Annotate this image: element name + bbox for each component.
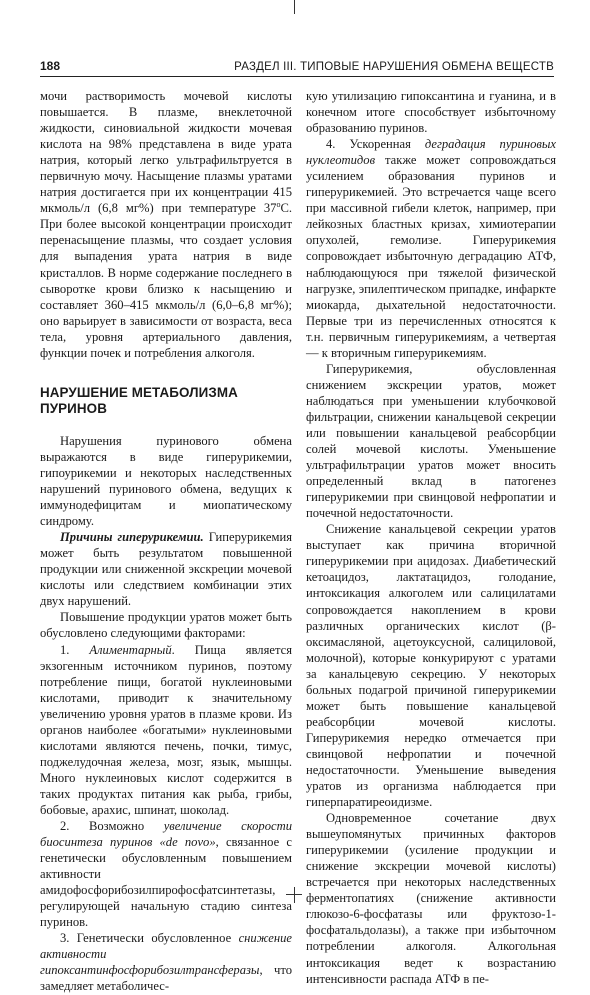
crop-mark-bottom [294, 887, 295, 903]
running-header [40, 56, 554, 77]
right-column [306, 88, 556, 987]
page-number: 188 [40, 59, 61, 73]
paragraph: Причины гиперурикемии. Гиперурикемия может быть результатом повышенной продукции или сниженной экскреции мочевой кислоты или следствием комбинации этих двух нарушений. [40, 530, 292, 609]
paragraph: мочи растворимость мочевой кислоты повышается. В плазме, внеклеточной жидкости, синовиальной жидкости мочевая кислота на 98% представлена в виде урата натрия, который легко ультрафильтруется в первичную мочу. Насыщение плазмы уратами натрия достигается при их концентрации 415 мкмоль/л (6,8 мг%) при температуре $37^оС$. При более высокой концентрации происходит перенасыщение плазмы, что создает условия для выпадения урата натрия в виде кристаллов. В норме содержание последнего в сыворотке крови близко к насыщению и составляет 360–415 мкмоль/л (6,0–6,8 мг%); оно варьирует в зависимости от возраста, веса тела, уровня артериального давления, функции почек и потребления алкоголя. [40, 89, 292, 360]
list-item: 3. Генетически обусловленное снижение активности гипоксантинфосфорибозилтрансферазы, что замедляет метаболичес- [40, 931, 292, 994]
list-item: 1. Алиментарный. Пища является экзогенным источником пуринов, поэтому потребление пищи, богатой нуклеиновыми кислотами, приводит к значительному увеличению уровня уратов в плазме крови. Из органов наиболее «богатыми» нуклеиновыми кислотами являются печень, почки, тимус, поджелудочная железа, мозг, язык, мышцы. Много нуклеиновых кислот содержится в таких продуктах питания как рыба, грибы, бобовые, арахис, шпинат, шоколад. [40, 642, 292, 817]
paragraph: Повышение продукции уратов может быть обусловлено следующими факторами: [40, 610, 292, 641]
list-item: 4. Ускоренная деградация пуриновых нуклеотидов также может сопровождаться усилением образования пуринов и гиперурикемией. Это встречается чаще всего при массивной гибели клеток, например, при лейкозных бластных кризах, химиотерапии опухолей, гемолизе. Гиперурикемия сопровождает избыточную деградацию АТФ, наблюдающуюся при тяжелой физической нагрузке, эпилептическом припадке, инфаркте миокарда, дыхательной недостаточности. Первые три из перечисленных относятся к т.н. первичным гиперурикемиям, а четвертая — к вторичным гиперурикемиям. [306, 137, 556, 360]
run-in-heading: Причины гиперурикемии. [60, 530, 204, 545]
paragraph: кую утилизацию гипоксантина и гуанина, и в конечном итоге способствует избыточному образованию пуринов. [306, 89, 556, 136]
left-column [40, 88, 292, 995]
paragraph: Одновременное сочетание двух вышеупомянутых причинных факторов гиперурикемии (усиление продукции и снижение экскреции мочевой кислоты) встречается при некоторых наследственных ферментопатиях (снижение активности глюкозо-6-фосфатазы или фруктозо-1-фосфатальдолазы), а также при избыточном потреблении алкоголя. Алкогольная интоксикация ведет к возрастанию интенсивности распада АТФ в пе- [306, 811, 556, 986]
crop-mark-top [294, 0, 295, 14]
section-title: РАЗДЕЛ III. ТИПОВЫЕ НАРУШЕНИЯ ОБМЕНА ВЕЩЕСТВ [234, 61, 554, 73]
paragraph: Снижение канальцевой секреции уратов выступает как причина вторичной гиперурикемии при ацидозах. Диабетический кетоацидоз, лактатацидоз, голодание, интоксикация алкоголем или салицилатами сопровождается накоплением в крови различных органических кислот (β-оксимасляной, ацетоуксусной, салициловой, молочной), которые конкурируют с уратами за канальцевую секрецию. У некоторых больных подагрой причиной гиперурикемии может быть повышение канальцевой реабсорбции мочевой кислоты. Гиперурикемия нередко отмечается при свинцовой нефропатии и почечной недостаточности. Уменьшение выведения уратов из организма наблюдается при гиперпаратиреоидизме. [306, 522, 556, 810]
paragraph: Гиперурикемия, обусловленная снижением экскреции уратов, может наблюдаться при уменьшении клубочковой фильтрации, снижении канальцевой секреции или повышении канальцевой реабсорбции солей мочевой кислоты. Уменьшение ультрафильтрации уратов может вносить определенный вклад в патогенез гиперурикемии при свинцовой нефропатии и почечной недостаточности. [306, 361, 556, 521]
list-item: 2. Возможно увеличение скорости биосинтеза пуринов «de novo», связанное с генетически обусловленным повышением активности амидофосфорибозилпирофосфатсинтетазы, регулирующей начальную стадию синтеза пуринов. [40, 819, 292, 930]
paragraph: Нарушения пуринового обмена выражаются в виде гиперурикемии, гипоурикемии и некоторых наследственных нарушений пуринового обмена, ведущих к иммунодефицитам и миопатическому синдрому. [40, 433, 292, 529]
section-heading: НАРУШЕНИЕ МЕТАБОЛИЗМА ПУРИНОВ [40, 384, 238, 416]
